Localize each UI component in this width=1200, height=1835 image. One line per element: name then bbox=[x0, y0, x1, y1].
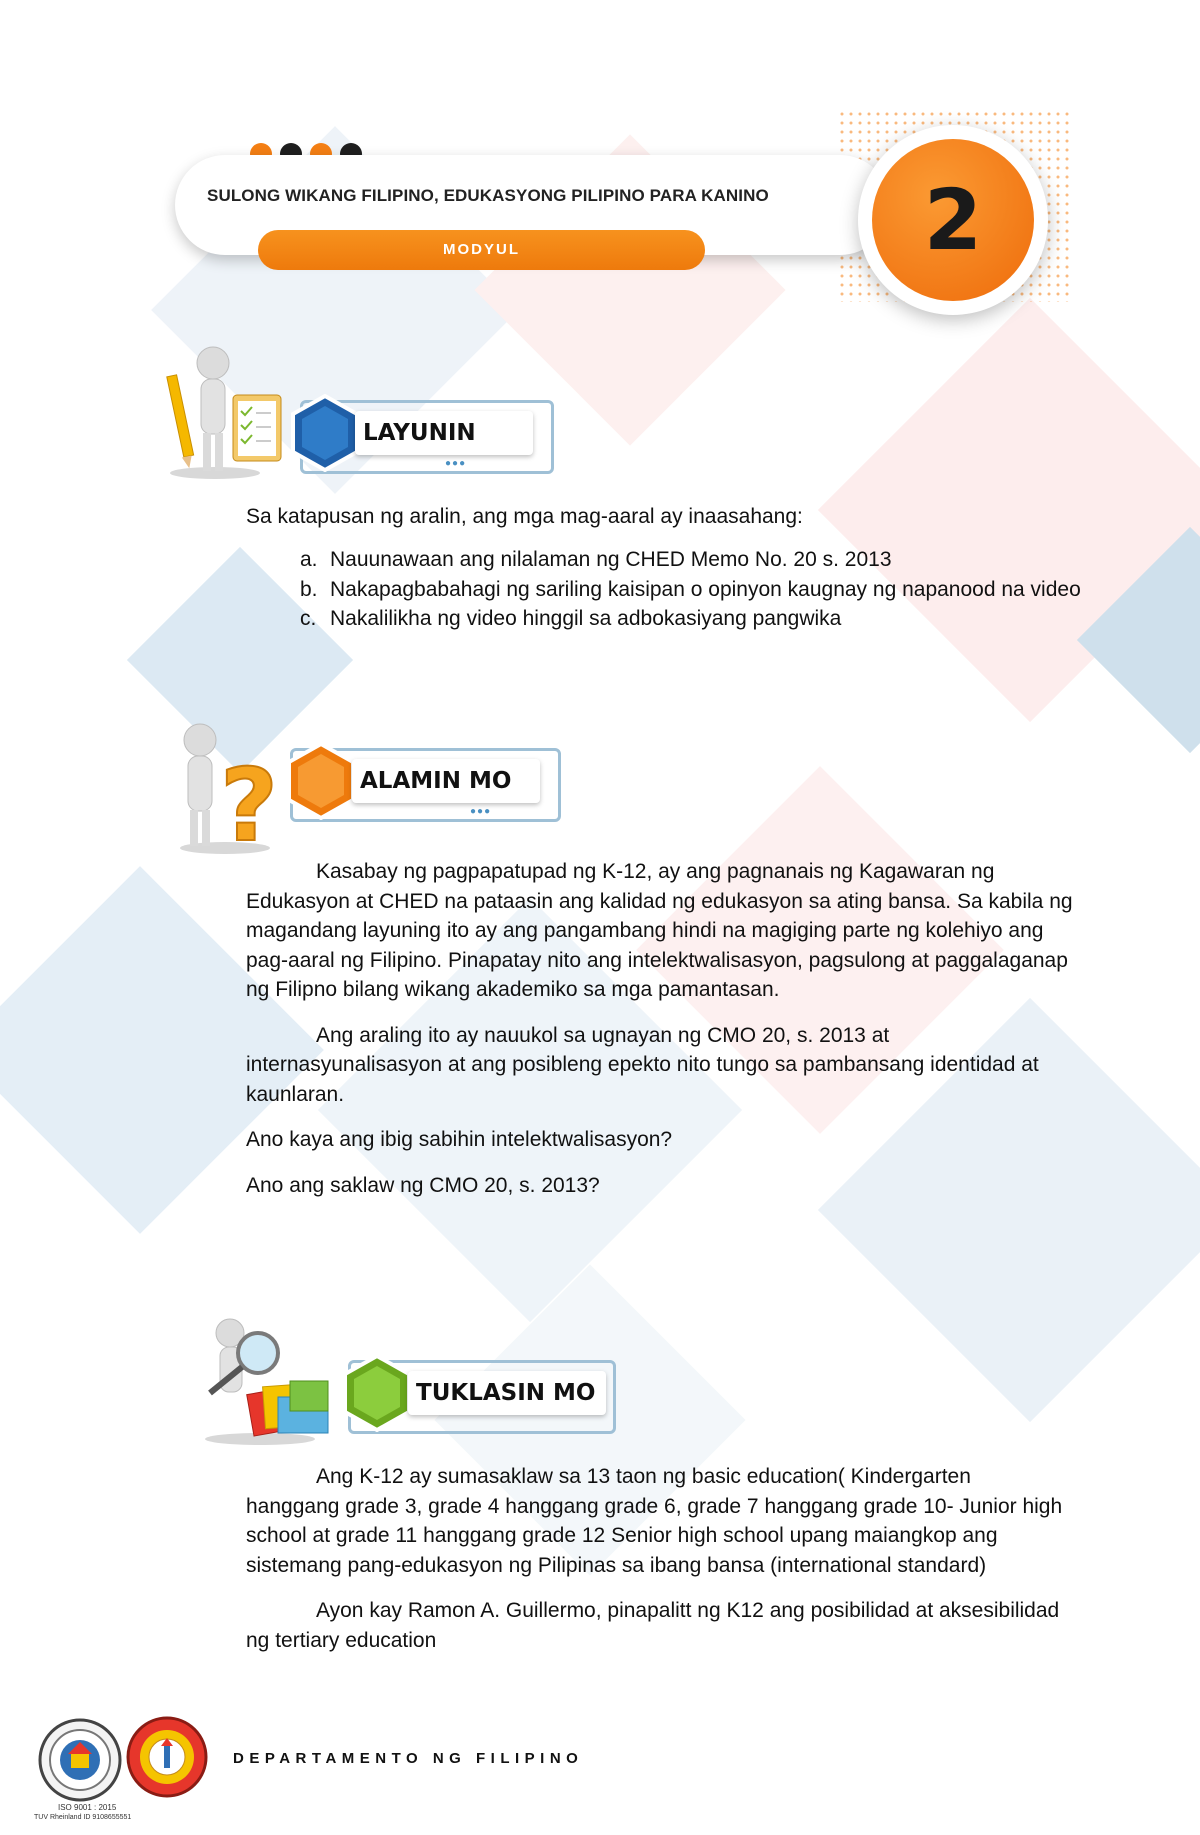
objective-text: Nakapagbabahagi ng sariling kaisipan o opinyon kaugnay ng napanood na video bbox=[330, 577, 1081, 601]
list-marker: a. bbox=[300, 548, 318, 571]
module-number: 2 bbox=[872, 139, 1034, 301]
layunin-intro: Sa katapusan ng aralin, ang mga mag-aaral ay inaasahang: bbox=[246, 505, 803, 528]
person-magnifier-icon bbox=[200, 1315, 340, 1445]
svg-text:?: ? bbox=[220, 747, 279, 855]
seal-subtext: TUV Rheinland ID 9108655551 bbox=[34, 1814, 132, 1821]
module-number-badge bbox=[858, 125, 1048, 315]
alamin-heading: ALAMIN MO bbox=[352, 759, 540, 803]
paragraph: Kasabay ng pagpapatupad ng K-12, ay ang pagnanais ng Kagawaran ng Edukasyon at CHED na pataasin ang kalidad ng edukasyon sa ating bansa. Sa kabila ng magandang layuning ito ay ang pangambang hindi na magiging parte ng kolehiyo ang pag-aaral ng Filipino. Pinapatay nito ang intelektwalisasyon, pagsulong at paggalaganap ng Filipno bilang wikang akademiko sa mga pamantasan. bbox=[246, 860, 1073, 1001]
list-marker: b. bbox=[300, 577, 318, 601]
module-title: SULONG WIKANG FILIPINO, EDUKASYONG PILIPINO PARA KANINO bbox=[207, 186, 769, 205]
college-seal-logo bbox=[126, 1716, 208, 1798]
list-item bbox=[300, 545, 1085, 575]
question: Ano kaya ang ibig sabihin intelektwalisasyon? bbox=[246, 1128, 673, 1151]
list-marker: c. bbox=[300, 607, 317, 630]
layunin-heading: LAYUNIN bbox=[355, 411, 533, 455]
seal-text: ISO 9001 : 2015 bbox=[58, 1803, 117, 1812]
banner-dots: ●●● bbox=[445, 458, 467, 469]
objective-text: Nakalilikha ng video hinggil sa adbokasiyang pangwika bbox=[330, 607, 842, 630]
person-question-icon bbox=[170, 720, 290, 855]
paragraph: Ang K-12 ay sumasaklaw sa 13 taon ng basic education( Kindergarten hanggang grade 3, grade 4 hanggang grade 6, grade 7 hanggang grade 10- Junior high school at grade 11 hanggang grade 12 Senior high school upang maiangkop ang sistemang pang-edukasyon ng Pilipinas sa ibang bansa (international standard) bbox=[246, 1465, 1063, 1577]
objective-text: Nauunawaan ang nilalaman ng CHED Memo No. 20 s. 2013 bbox=[330, 548, 892, 571]
blue-hexagon-icon bbox=[290, 394, 360, 472]
paragraph: Ayon kay Ramon A. Guillermo, pinapalitt ng K12 ang posibilidad at aksesibilidad ng tertiary education bbox=[246, 1599, 1060, 1652]
list-item bbox=[300, 604, 1085, 634]
modyul-pill: MODYUL bbox=[258, 230, 705, 270]
tuklasin-heading: TUKLASIN MO bbox=[408, 1371, 606, 1415]
banner-dots: ●●● bbox=[470, 806, 492, 817]
question: Ano ang saklaw ng CMO 20, s. 2013? bbox=[246, 1173, 600, 1197]
list-item bbox=[300, 575, 1085, 605]
department-name: DEPARTAMENTO NG FILIPINO bbox=[233, 1750, 584, 1767]
orange-hexagon-icon bbox=[286, 742, 356, 820]
paragraph: Ang araling ito ay nauukol sa ugnayan ng CMO 20, s. 2013 at internasyunalisasyon at ang posibleng epekto nito tungo sa pambansang identidad at kaunlaran. bbox=[246, 1023, 1039, 1106]
university-seal-logo bbox=[38, 1718, 123, 1803]
person-checklist-icon bbox=[165, 345, 295, 480]
alamin-body bbox=[246, 857, 1091, 1200]
green-hexagon-icon bbox=[342, 1354, 412, 1432]
objectives-list bbox=[300, 545, 1085, 634]
tuklasin-body bbox=[246, 1462, 1066, 1655]
